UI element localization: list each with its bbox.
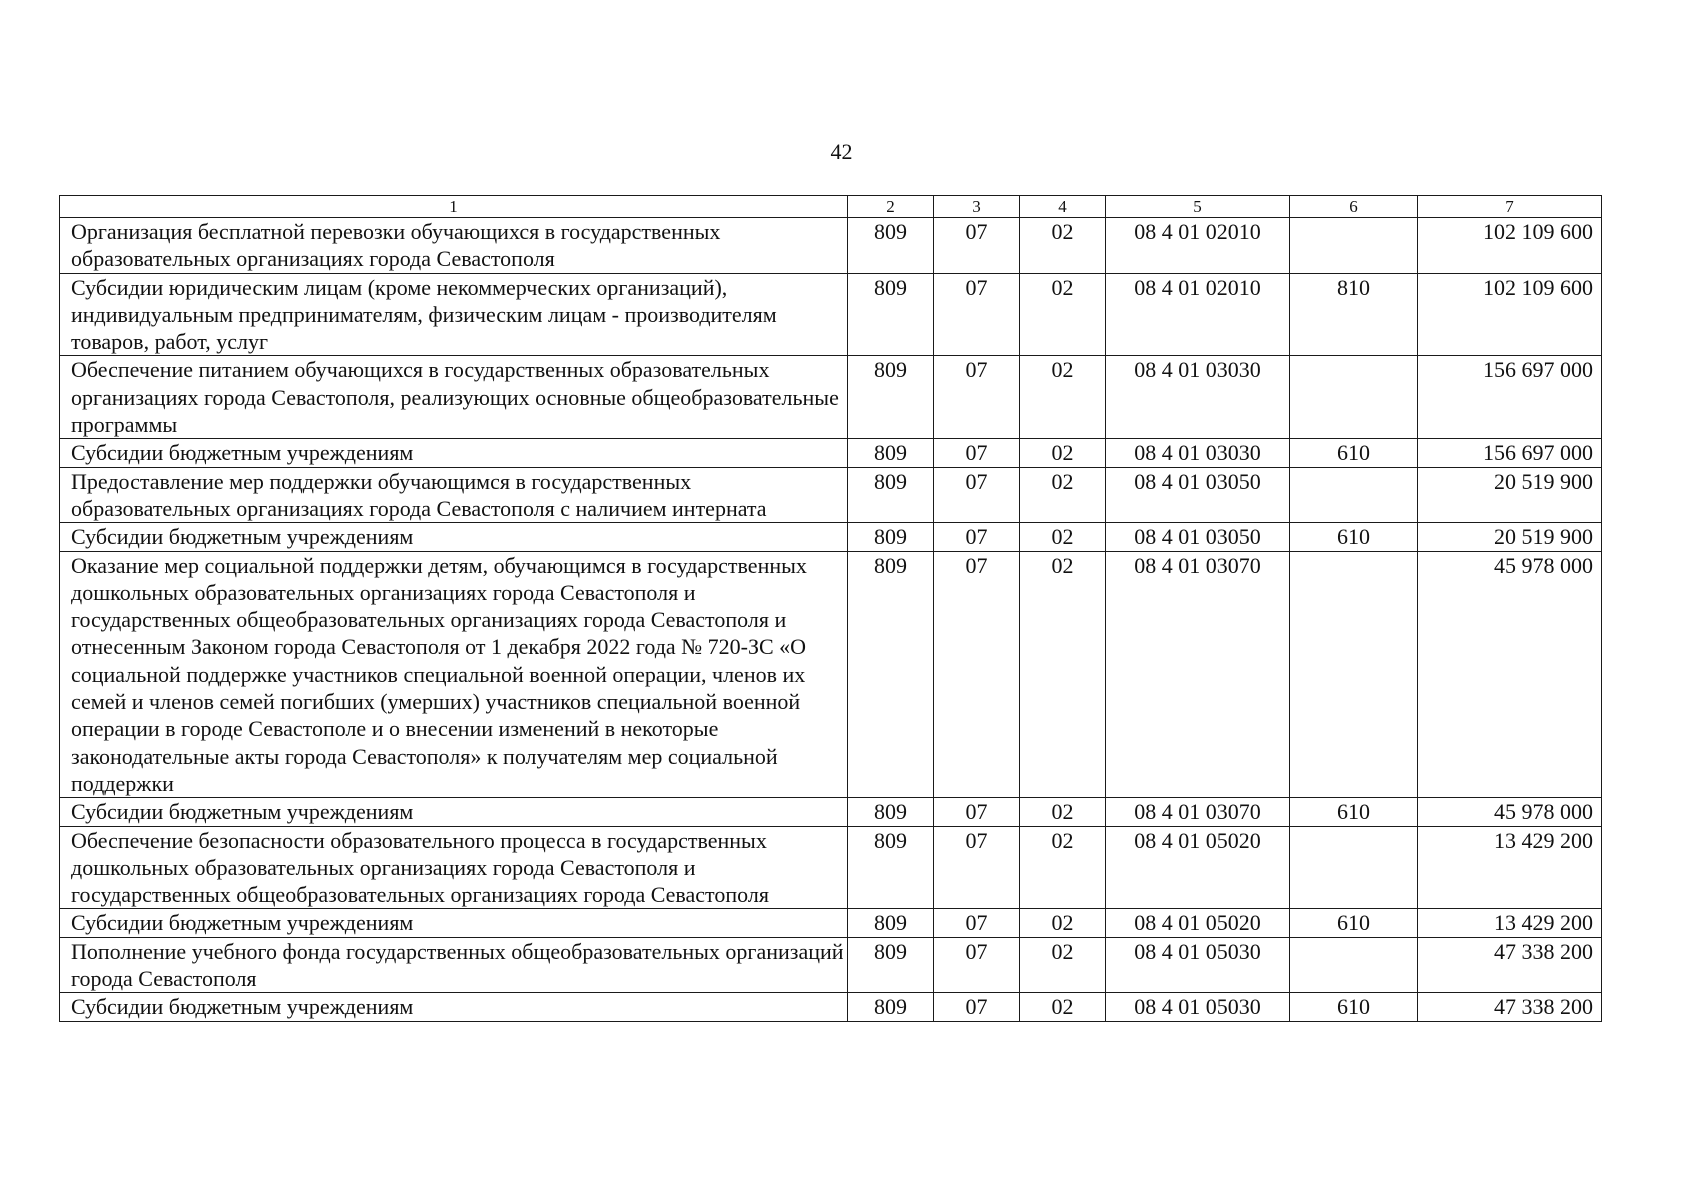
amount: 156 697 000: [1418, 356, 1602, 439]
target-item-code: 08 4 01 05030: [1106, 937, 1290, 993]
expense-type-code: 610: [1290, 798, 1418, 826]
table-row: [60, 523, 1602, 551]
column-number-row: [60, 196, 1602, 218]
table-row: [60, 551, 1602, 798]
amount: 13 429 200: [1418, 909, 1602, 937]
column-header: 4: [1020, 196, 1106, 218]
amount: 13 429 200: [1418, 826, 1602, 909]
section-code: 07: [934, 467, 1020, 523]
section-code: 07: [934, 439, 1020, 467]
subsection-code: 02: [1020, 993, 1106, 1021]
subsection-code: 02: [1020, 523, 1106, 551]
expense-type-code: [1290, 356, 1418, 439]
subsection-code: 02: [1020, 467, 1106, 523]
budget-table: [59, 195, 1602, 1022]
expense-type-code: 610: [1290, 439, 1418, 467]
amount: 156 697 000: [1418, 439, 1602, 467]
table-row: [60, 439, 1602, 467]
target-item-code: 08 4 01 05020: [1106, 909, 1290, 937]
expense-name: Субсидии бюджетным учреждениям: [60, 798, 848, 826]
expense-name: Обеспечение безопасности образовательного процесса в государственных дошкольных образовательных организациях города Севастополя и государственных общеобразовательных организациях города Севастополя: [60, 826, 848, 909]
amount: 45 978 000: [1418, 798, 1602, 826]
amount: 45 978 000: [1418, 551, 1602, 798]
table-row: [60, 798, 1602, 826]
amount: 20 519 900: [1418, 467, 1602, 523]
ministry-code: 809: [848, 356, 934, 439]
table-row: [60, 273, 1602, 356]
ministry-code: 809: [848, 826, 934, 909]
expense-type-code: [1290, 551, 1418, 798]
section-code: 07: [934, 798, 1020, 826]
column-header: 7: [1418, 196, 1602, 218]
expense-type-code: 610: [1290, 523, 1418, 551]
expense-type-code: 810: [1290, 273, 1418, 356]
subsection-code: 02: [1020, 356, 1106, 439]
target-item-code: 08 4 01 02010: [1106, 218, 1290, 274]
section-code: 07: [934, 909, 1020, 937]
expense-name: Субсидии бюджетным учреждениям: [60, 909, 848, 937]
expense-type-code: [1290, 218, 1418, 274]
ministry-code: 809: [848, 993, 934, 1021]
target-item-code: 08 4 01 03050: [1106, 523, 1290, 551]
amount: 47 338 200: [1418, 937, 1602, 993]
target-item-code: 08 4 01 03030: [1106, 356, 1290, 439]
amount: 102 109 600: [1418, 273, 1602, 356]
expense-name: Пополнение учебного фонда государственных общеобразовательных организаций города Севастополя: [60, 937, 848, 993]
subsection-code: 02: [1020, 798, 1106, 826]
ministry-code: 809: [848, 218, 934, 274]
table-row: [60, 993, 1602, 1021]
ministry-code: 809: [848, 273, 934, 356]
expense-name: Оказание мер социальной поддержки детям, обучающимся в государственных дошкольных образовательных организациях города Севастополя и государственных общеобразовательных организациях города Севастополя и отнесенным Законом города Севастополя от 1 декабря 2022 года № 720-ЗС «О социальной поддержке участников специальной военной операции, членов их семей и членов семей погибших (умерших) участников специальной военной операции в городе Севастополе и о внесении изменений в некоторые законодательные акты города Севастополя» к получателям мер социальной поддержки: [60, 551, 848, 798]
expense-type-code: [1290, 826, 1418, 909]
subsection-code: 02: [1020, 218, 1106, 274]
column-header: 2: [848, 196, 934, 218]
column-header: 3: [934, 196, 1020, 218]
expense-type-code: [1290, 937, 1418, 993]
ministry-code: 809: [848, 909, 934, 937]
target-item-code: 08 4 01 03070: [1106, 798, 1290, 826]
expense-name: Субсидии бюджетным учреждениям: [60, 993, 848, 1021]
table-row: [60, 356, 1602, 439]
table-row: [60, 218, 1602, 274]
column-header: 6: [1290, 196, 1418, 218]
ministry-code: 809: [848, 523, 934, 551]
target-item-code: 08 4 01 03030: [1106, 439, 1290, 467]
amount: 20 519 900: [1418, 523, 1602, 551]
subsection-code: 02: [1020, 826, 1106, 909]
target-item-code: 08 4 01 03070: [1106, 551, 1290, 798]
expense-type-code: [1290, 467, 1418, 523]
ministry-code: 809: [848, 467, 934, 523]
target-item-code: 08 4 01 05020: [1106, 826, 1290, 909]
table-row: [60, 909, 1602, 937]
section-code: 07: [934, 937, 1020, 993]
ministry-code: 809: [848, 439, 934, 467]
column-header: 5: [1106, 196, 1290, 218]
expense-name: Обеспечение питанием обучающихся в государственных образовательных организациях города Севастополя, реализующих основные общеобразовательные программы: [60, 356, 848, 439]
subsection-code: 02: [1020, 909, 1106, 937]
expense-name: Субсидии юридическим лицам (кроме некоммерческих организаций), индивидуальным предпринимателям, физическим лицам - производителям товаров, работ, услуг: [60, 273, 848, 356]
section-code: 07: [934, 826, 1020, 909]
amount: 102 109 600: [1418, 218, 1602, 274]
section-code: 07: [934, 551, 1020, 798]
page-number: 42: [830, 139, 853, 164]
expense-name: Организация бесплатной перевозки обучающихся в государственных образовательных организациях города Севастополя: [60, 218, 848, 274]
target-item-code: 08 4 01 03050: [1106, 467, 1290, 523]
subsection-code: 02: [1020, 439, 1106, 467]
section-code: 07: [934, 356, 1020, 439]
expense-name: Субсидии бюджетным учреждениям: [60, 523, 848, 551]
target-item-code: 08 4 01 05030: [1106, 993, 1290, 1021]
table-row: [60, 937, 1602, 993]
section-code: 07: [934, 273, 1020, 356]
expense-type-code: 610: [1290, 993, 1418, 1021]
section-code: 07: [934, 218, 1020, 274]
section-code: 07: [934, 993, 1020, 1021]
expense-name: Предоставление мер поддержки обучающимся в государственных образовательных организациях города Севастополя с наличием интерната: [60, 467, 848, 523]
subsection-code: 02: [1020, 937, 1106, 993]
expense-name: Субсидии бюджетным учреждениям: [60, 439, 848, 467]
column-header: 1: [60, 196, 848, 218]
ministry-code: 809: [848, 798, 934, 826]
amount: 47 338 200: [1418, 993, 1602, 1021]
expense-type-code: 610: [1290, 909, 1418, 937]
subsection-code: 02: [1020, 273, 1106, 356]
target-item-code: 08 4 01 02010: [1106, 273, 1290, 356]
subsection-code: 02: [1020, 551, 1106, 798]
ministry-code: 809: [848, 937, 934, 993]
table-row: [60, 467, 1602, 523]
section-code: 07: [934, 523, 1020, 551]
ministry-code: 809: [848, 551, 934, 798]
table-row: [60, 826, 1602, 909]
